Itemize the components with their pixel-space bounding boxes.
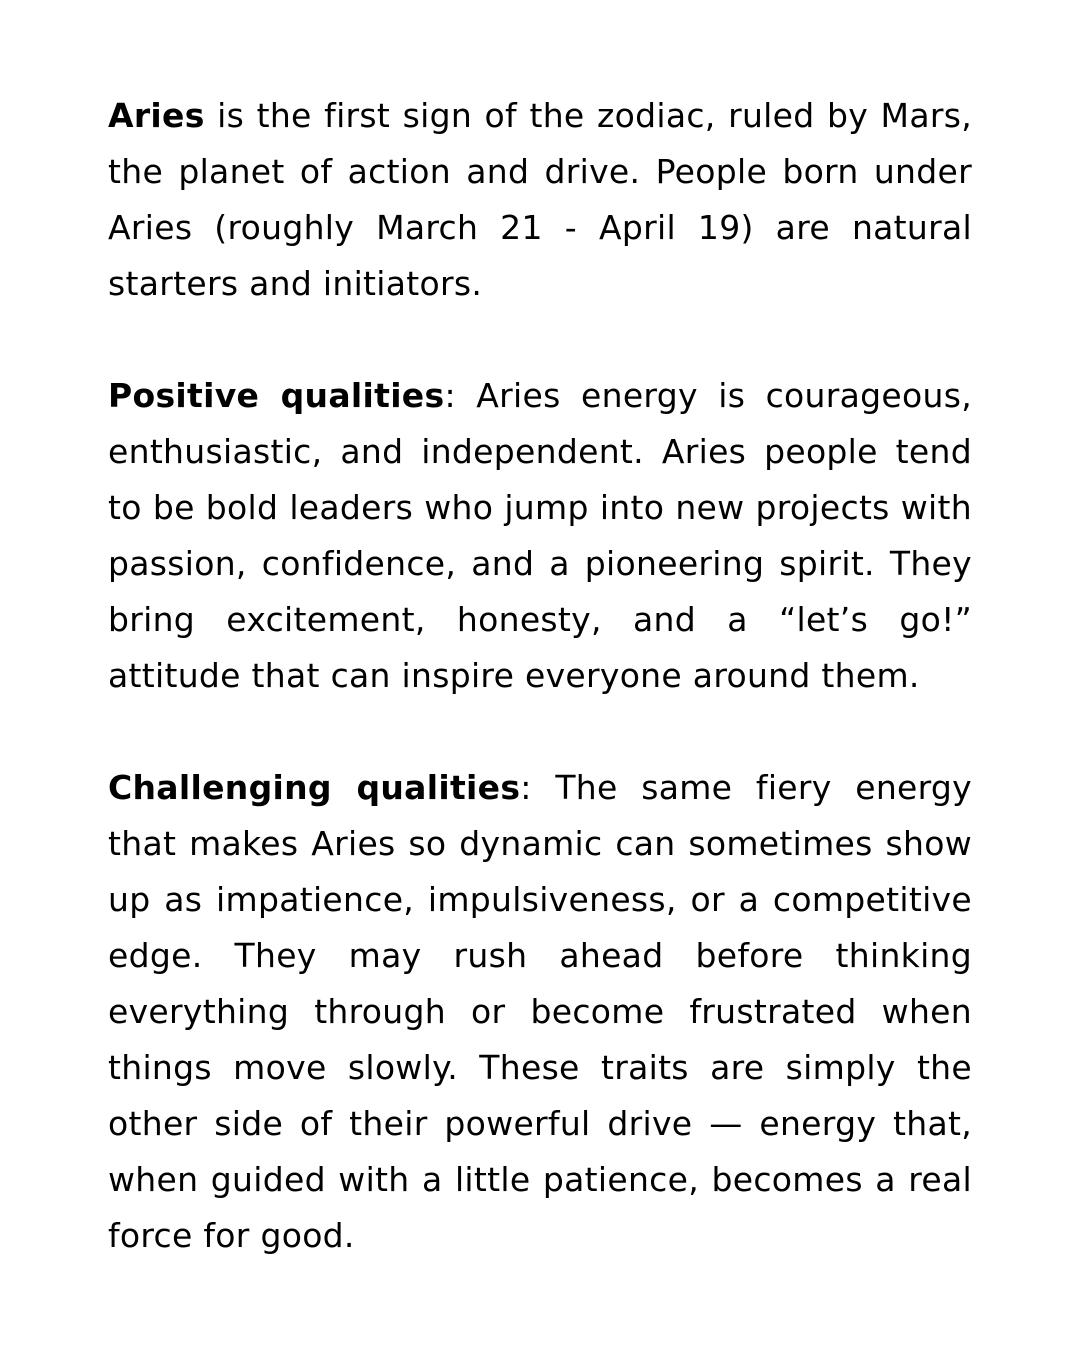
intro-lead: Aries: [108, 96, 205, 135]
positive-qualities-lead: Positive qualities: [108, 376, 445, 415]
intro-paragraph: [108, 88, 972, 312]
challenging-qualities-paragraph: [108, 760, 972, 1264]
positive-qualities-paragraph: [108, 368, 972, 704]
challenging-qualities-lead: Challenging qualities: [108, 768, 521, 807]
positive-qualities-text: : Aries energy is courageous, enthusiastic, and independent. Aries people tend to be bold leaders who jump into new projects with passion, confidence, and a pioneering spirit. They bring excitement, honesty, and a “let’s go!” attitude that can inspire everyone around them.: [108, 376, 972, 695]
document-body: [108, 88, 972, 1264]
challenging-qualities-text: : The same fiery energy that makes Aries so dynamic can sometimes show up as impatience, impulsiveness, or a competitive edge. They may rush ahead before thinking everything through or become frustrated when things move slowly. These traits are simply the other side of their powerful drive — energy that, when guided with a little patience, becomes a real force for good.: [108, 768, 973, 1255]
intro-text: is the first sign of the zodiac, ruled by Mars, the planet of action and drive. People born under Aries (roughly March 21 - April 19) are natural starters and initiators.: [108, 96, 972, 303]
